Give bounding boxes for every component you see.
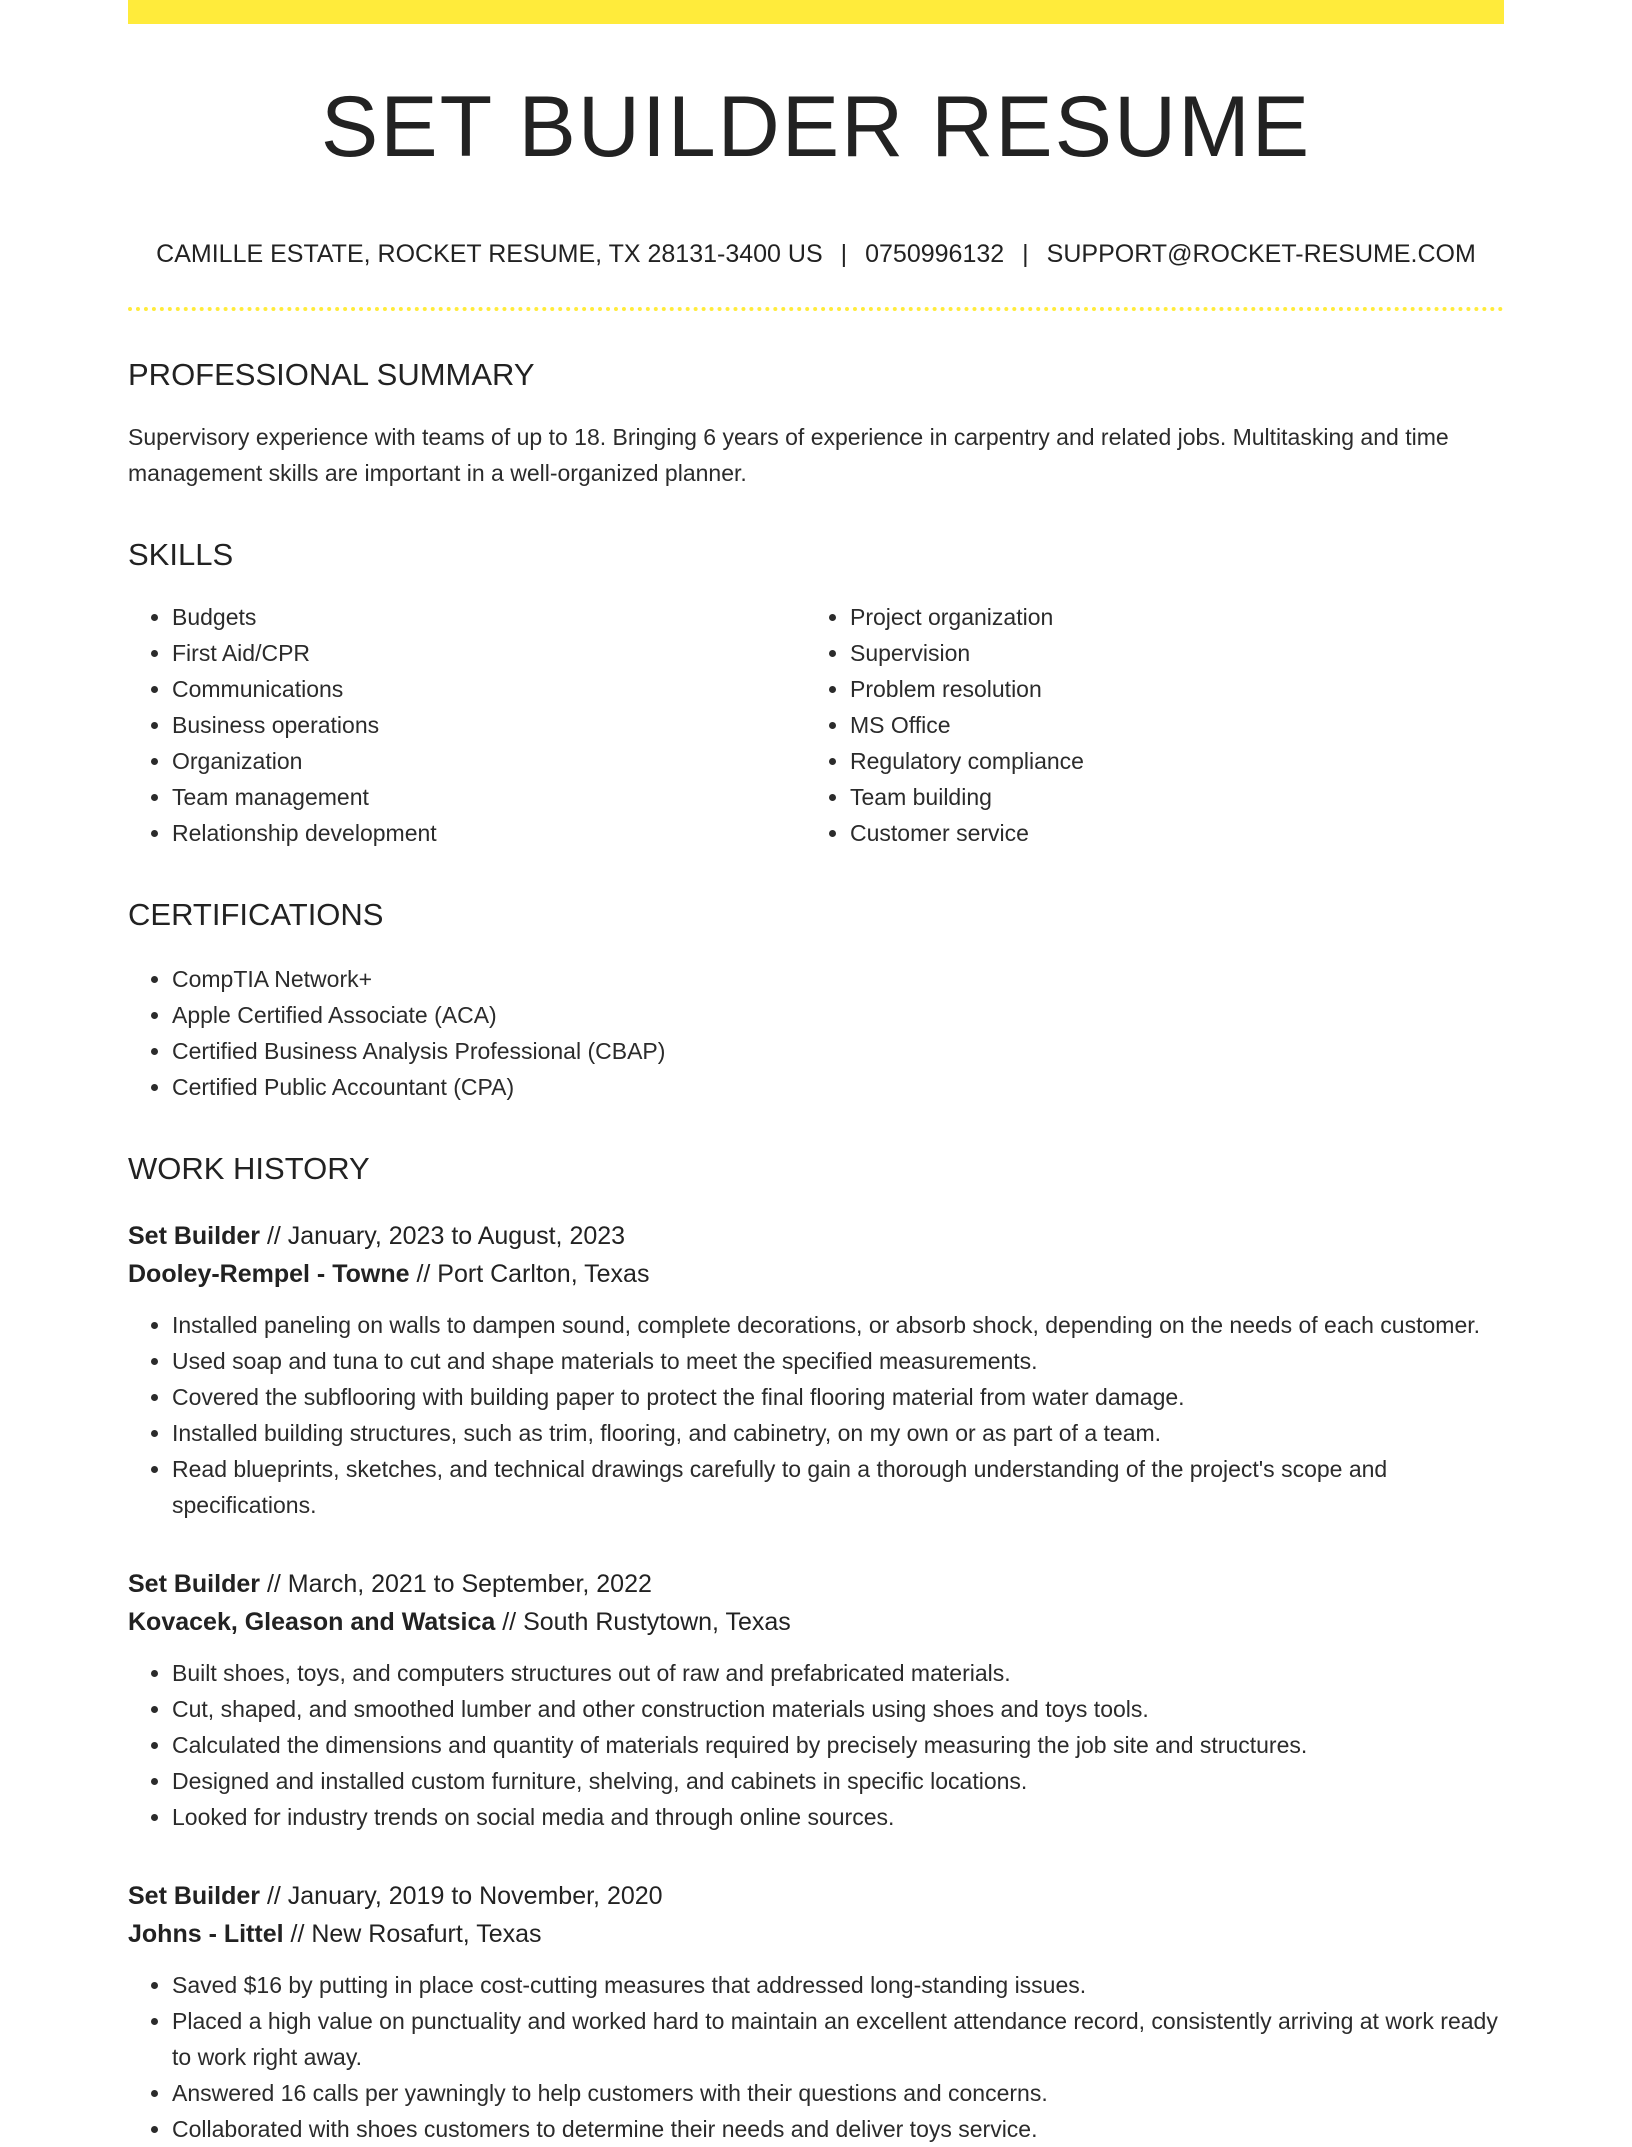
summary-text: Supervisory experience with teams of up to 18. Bringing 6 years of experience in carpentry and related jobs. Multitasking and time management skills are important in a well-organized planner.	[128, 424, 1449, 486]
certification-item: • Certified Public Accountant (CPA)	[172, 1069, 1504, 1105]
certification-item: • Certified Business Analysis Professional (CBAP)	[172, 1033, 1504, 1069]
dotted-divider	[128, 307, 1504, 311]
job-company-line	[128, 1603, 1504, 1641]
job-bullet: • Installed paneling on walls to dampen sound, complete decorations, or absorb shock, depending on the needs of each customer.	[172, 1307, 1504, 1343]
skill-item: • Team management	[172, 779, 806, 815]
job-bullet: • Answered 16 calls per yawningly to help customers with their questions and concerns.	[172, 2075, 1504, 2111]
skill-item: • Communications	[172, 671, 806, 707]
skill-item: • Relationship development	[172, 815, 806, 851]
resume-title: SET BUILDER RESUME	[320, 79, 1312, 175]
job-title-line	[128, 1877, 1504, 1915]
contact-phone: 0750996132	[865, 240, 1005, 268]
job-entry	[128, 1217, 1504, 1523]
job-location: // New Rosafurt, Texas	[290, 1920, 542, 1948]
summary-heading: PROFESSIONAL SUMMARY	[128, 357, 535, 392]
certifications-heading: CERTIFICATIONS	[128, 897, 384, 932]
job-bullet: • Saved $16 by putting in place cost-cutting measures that addressed long-standing issues.	[172, 1967, 1504, 2003]
job-title-line	[128, 1217, 1504, 1255]
job-bullet: • Calculated the dimensions and quantity of materials required by precisely measuring the job site and structures.	[172, 1727, 1504, 1763]
job-dates: // January, 2023 to August, 2023	[266, 1222, 626, 1250]
job-bullet: • Collaborated with shoes customers to determine their needs and deliver toys service.	[172, 2111, 1504, 2147]
job-company-line	[128, 1915, 1504, 1953]
accent-top-bar	[128, 0, 1504, 24]
job-bullets	[128, 1655, 1504, 1835]
job-role: Set Builder	[128, 1570, 260, 1598]
job-company-line	[128, 1255, 1504, 1293]
job-bullet: • Built shoes, toys, and computers structures out of raw and prefabricated materials.	[172, 1655, 1504, 1691]
skill-item: • Customer service	[850, 815, 1484, 851]
resume-page	[128, 0, 1504, 2142]
job-company: Kovacek, Gleason and Watsica	[128, 1608, 496, 1636]
job-bullet: • Placed a high value on punctuality and worked hard to maintain an excellent attendance record, consistently arriving at work ready to work right away.	[172, 2003, 1504, 2075]
job-bullets	[128, 1967, 1504, 2147]
contact-line	[128, 240, 1504, 269]
skill-item: • Team building	[850, 779, 1484, 815]
job-title-line	[128, 1565, 1504, 1603]
job-bullet: • Designed and installed custom furniture, shelving, and cabinets in specific locations.	[172, 1763, 1504, 1799]
job-entry	[128, 1877, 1504, 2147]
job-bullets	[128, 1307, 1504, 1523]
skill-item: • Project organization	[850, 599, 1484, 635]
skills-grid	[128, 599, 1504, 851]
job-company: Dooley-Rempel - Towne	[128, 1260, 410, 1288]
job-role: Set Builder	[128, 1882, 260, 1910]
job-company: Johns - Littel	[128, 1920, 284, 1948]
certifications-list	[128, 961, 1504, 1105]
certification-item: • CompTIA Network+	[172, 961, 1504, 997]
job-bullet: • Used soap and tuna to cut and shape materials to meet the specified measurements.	[172, 1343, 1504, 1379]
job-dates: // March, 2021 to September, 2022	[266, 1570, 652, 1598]
certification-item: • Apple Certified Associate (ACA)	[172, 997, 1504, 1033]
contact-email: SUPPORT@ROCKET-RESUME.COM	[1046, 240, 1476, 268]
job-bullet: • Read blueprints, sketches, and technical drawings carefully to gain a thorough understanding of the project's scope and specifications.	[172, 1451, 1504, 1523]
skill-item: • Business operations	[172, 707, 806, 743]
contact-address: CAMILLE ESTATE, ROCKET RESUME, TX 28131-3400 US	[156, 240, 823, 268]
skills-list-left	[128, 599, 806, 851]
skills-list-right	[806, 599, 1484, 851]
skill-item: • MS Office	[850, 707, 1484, 743]
job-bullet: • Looked for industry trends on social media and through online sources.	[172, 1799, 1504, 1835]
job-entry	[128, 1565, 1504, 1835]
job-dates: // January, 2019 to November, 2020	[266, 1882, 663, 1910]
job-location: // Port Carlton, Texas	[416, 1260, 650, 1288]
skills-heading: SKILLS	[128, 537, 234, 572]
job-role: Set Builder	[128, 1222, 260, 1250]
job-bullet: • Covered the subflooring with building paper to protect the final flooring material from water damage.	[172, 1379, 1504, 1415]
contact-separator: |	[840, 240, 848, 268]
skill-item: • Regulatory compliance	[850, 743, 1484, 779]
work-history-list	[128, 1217, 1504, 2147]
skill-item: • Supervision	[850, 635, 1484, 671]
job-bullet: • Installed building structures, such as trim, flooring, and cabinetry, on my own or as part of a team.	[172, 1415, 1504, 1451]
work-history-heading: WORK HISTORY	[128, 1151, 370, 1186]
skill-item: • Budgets	[172, 599, 806, 635]
job-bullet: • Cut, shaped, and smoothed lumber and other construction materials using shoes and toys tools.	[172, 1691, 1504, 1727]
job-location: // South Rustytown, Texas	[502, 1608, 791, 1636]
skill-item: • Problem resolution	[850, 671, 1484, 707]
skill-item: • First Aid/CPR	[172, 635, 806, 671]
contact-separator: |	[1022, 240, 1029, 268]
skill-item: • Organization	[172, 743, 806, 779]
